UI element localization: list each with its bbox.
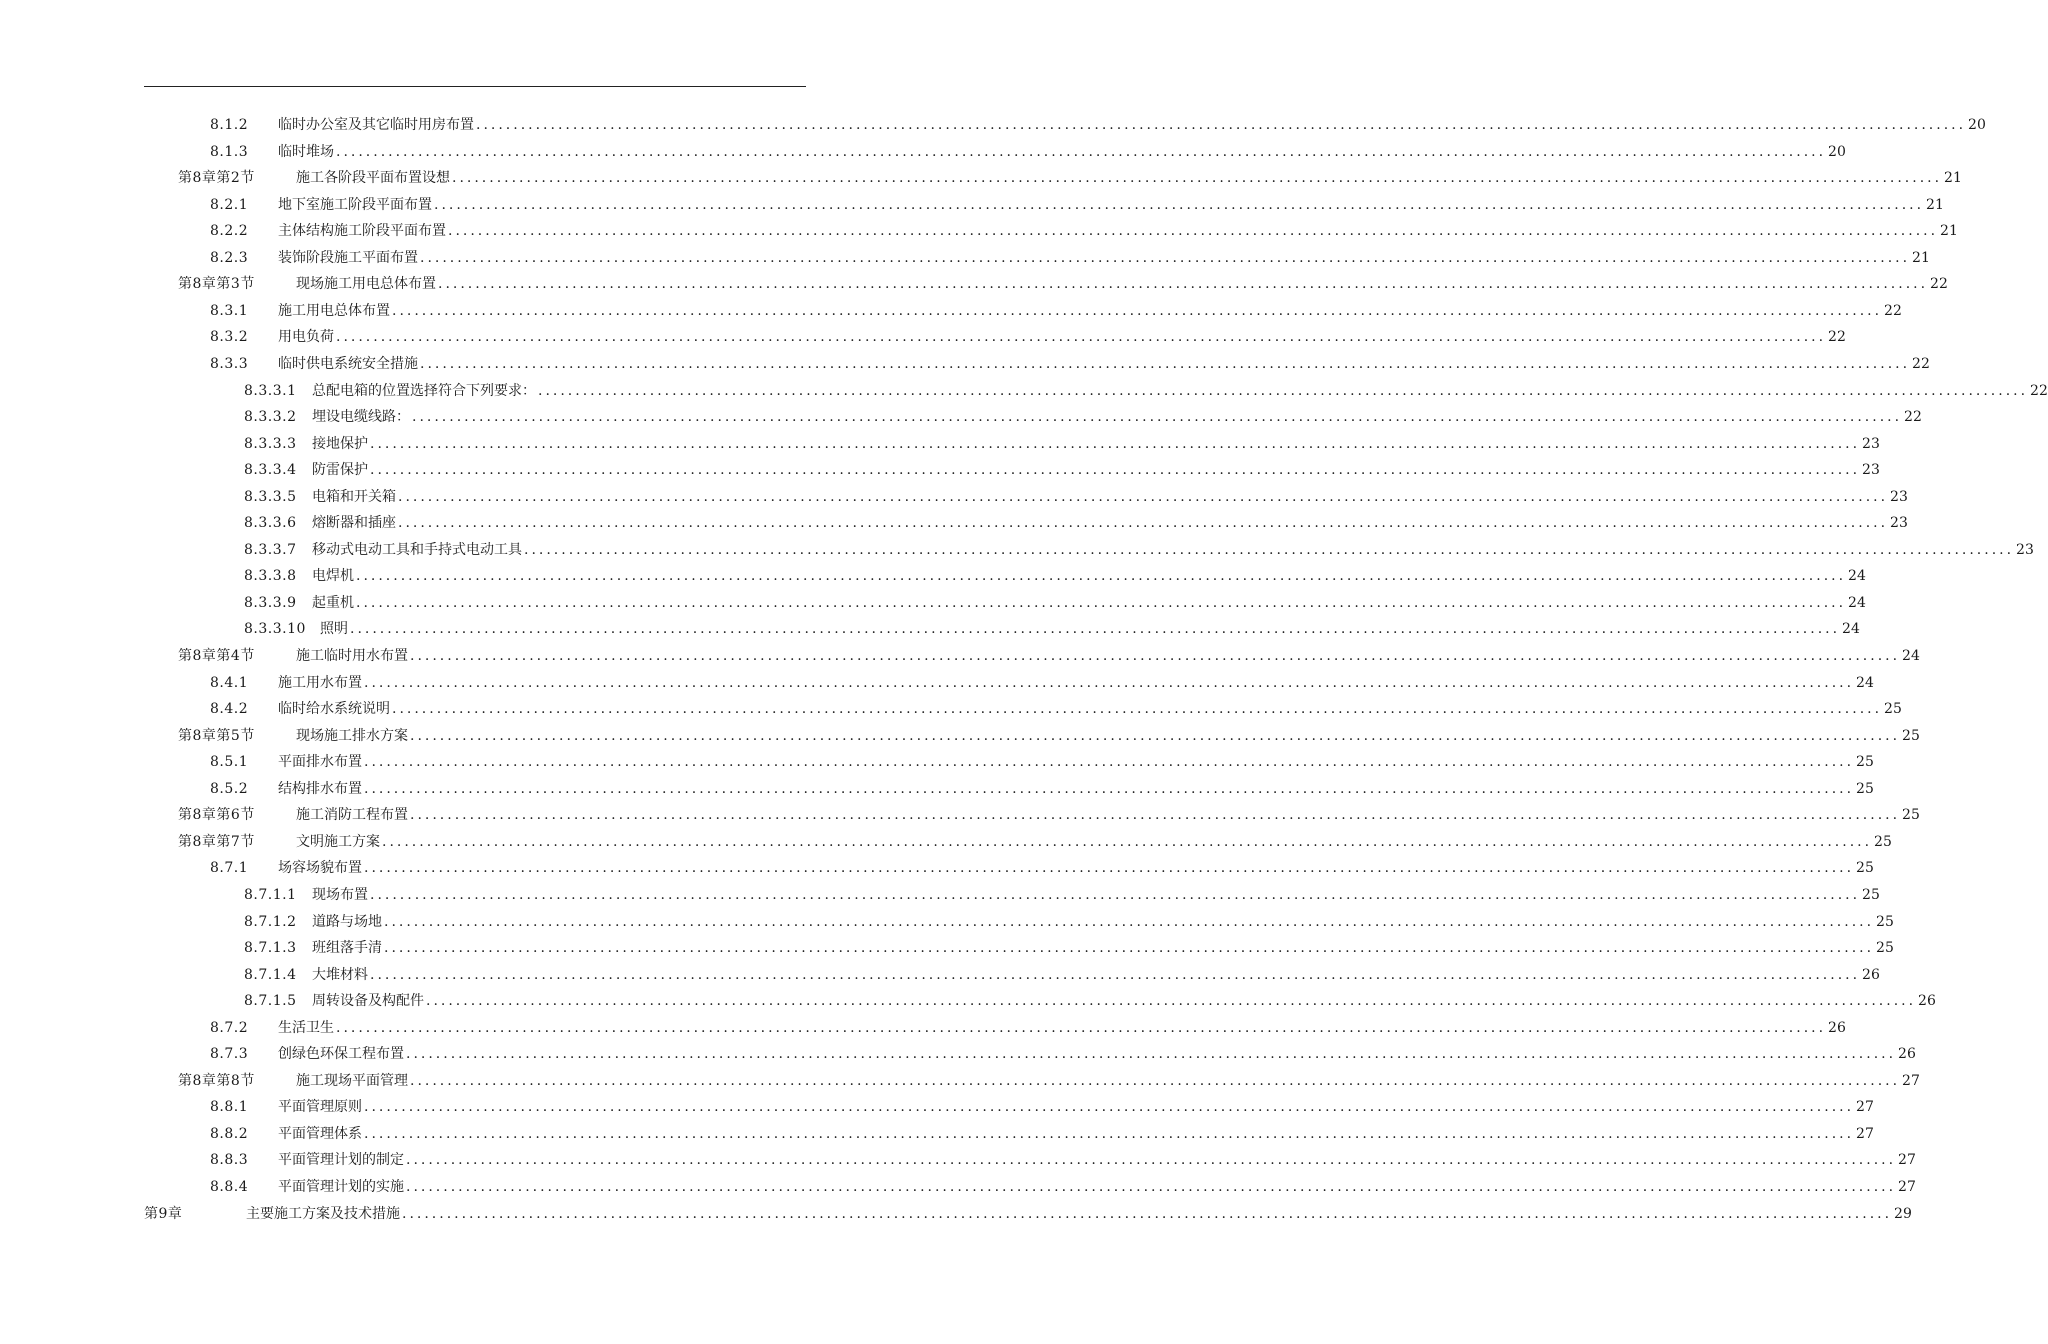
toc-entry-title: 班组落手清 xyxy=(312,940,382,957)
toc-entry-page-number: 27 xyxy=(1856,1125,1874,1142)
toc-entry[interactable] xyxy=(210,248,1930,268)
toc-entry-title: 施工消防工程布置 xyxy=(296,807,408,824)
toc-entry[interactable] xyxy=(210,115,1986,135)
toc-entry-page-number: 26 xyxy=(1828,1019,1846,1036)
toc-entry-number: 第8章第5节 xyxy=(178,727,255,744)
toc-dot-leader: ........................................................................................................................................................................................................ xyxy=(412,409,1903,426)
toc-entry-number: 8.3.1 xyxy=(210,302,249,319)
toc-dot-leader: ........................................................................................................................................................................................................ xyxy=(410,648,1901,664)
toc-entry[interactable] xyxy=(178,832,1892,852)
toc-entry[interactable] xyxy=(244,460,1880,480)
toc-entry-title: 总配电箱的位置选择符合下列要求： xyxy=(312,382,536,399)
toc-dot-leader: ........................................................................................................................................................................................................ xyxy=(452,170,1943,187)
toc-entry[interactable] xyxy=(244,912,1894,932)
toc-entry-number: 8.5.1 xyxy=(210,754,249,771)
toc-entry-number: 8.3.3.8 xyxy=(244,568,297,585)
toc-entry[interactable] xyxy=(210,327,1846,347)
toc-entry-page-number: 24 xyxy=(1842,621,1860,638)
toc-entry[interactable] xyxy=(210,673,1874,693)
toc-entry-title: 接地保护 xyxy=(312,435,368,452)
toc-entry-page-number: 29 xyxy=(1894,1205,1912,1222)
toc-entry[interactable] xyxy=(210,1124,1874,1144)
toc-entry[interactable] xyxy=(244,965,1880,985)
toc-entry[interactable] xyxy=(244,487,1908,507)
toc-dot-leader: ........................................................................................................................................................................................................ xyxy=(364,860,1855,877)
toc-entry-title: 平面排水布置 xyxy=(278,754,362,771)
toc-entry[interactable] xyxy=(244,938,1894,958)
toc-entry-page-number: 25 xyxy=(1876,940,1894,957)
toc-entry-title: 埋设电缆线路： xyxy=(312,409,410,426)
toc-entry-number: 8.3.3.3 xyxy=(244,435,297,452)
toc-entry-page-number: 25 xyxy=(1884,701,1902,718)
toc-entry-number: 8.2.2 xyxy=(210,223,249,240)
toc-entry-title: 平面管理计划的实施 xyxy=(278,1179,404,1195)
toc-dot-leader: ........................................................................................................................................................................................................ xyxy=(370,462,1861,479)
toc-entry-title: 道路与场地 xyxy=(312,913,382,930)
toc-entry-number: 8.7.1.5 xyxy=(244,993,297,1010)
toc-dot-leader: ........................................................................................................................................................................................................ xyxy=(350,621,1841,638)
toc-entry[interactable] xyxy=(210,699,1902,719)
toc-dot-leader: ........................................................................................................................................................................................................ xyxy=(448,223,1939,240)
toc-entry-title: 创绿色环保工程布置 xyxy=(278,1046,404,1063)
toc-entry-title: 临时办公室及其它临时用房布置 xyxy=(278,117,474,133)
toc-entry-number: 8.3.3.6 xyxy=(244,515,297,532)
toc-entry-title: 生活卫生 xyxy=(278,1019,334,1036)
toc-dot-leader: ........................................................................................................................................................................................................ xyxy=(392,302,1883,319)
toc-dot-leader: ........................................................................................................................................................................................................ xyxy=(426,993,1917,1010)
toc-entry-page-number: 21 xyxy=(1912,249,1930,266)
toc-entry-title: 结构排水布置 xyxy=(278,780,362,797)
toc-entry[interactable] xyxy=(210,195,1944,215)
toc-entry[interactable] xyxy=(244,566,1866,586)
toc-entry[interactable] xyxy=(244,381,2048,401)
toc-entry[interactable] xyxy=(178,168,1962,188)
toc-entry-number: 8.2.3 xyxy=(210,249,249,266)
toc-dot-leader: ........................................................................................................................................................................................................ xyxy=(364,754,1855,771)
toc-entry[interactable] xyxy=(244,513,1908,533)
toc-dot-leader: ........................................................................................................................................................................................................ xyxy=(384,940,1875,957)
toc-entry-number: 第8章第2节 xyxy=(178,170,255,187)
toc-dot-leader: ........................................................................................................................................................................................................ xyxy=(438,276,1929,293)
toc-entry-number: 8.8.2 xyxy=(210,1125,249,1142)
toc-entry-page-number: 24 xyxy=(1848,568,1866,585)
toc-entry[interactable] xyxy=(244,991,1936,1011)
toc-entry[interactable] xyxy=(210,301,1902,321)
toc-entry-title: 装饰阶段施工平面布置 xyxy=(278,249,418,266)
toc-entry-number: 8.7.1.1 xyxy=(244,886,297,903)
toc-entry[interactable] xyxy=(178,1071,1920,1091)
toc-dot-leader: ........................................................................................................................................................................................................ xyxy=(420,249,1911,266)
toc-dot-leader: ........................................................................................................................................................................................................ xyxy=(538,382,2029,399)
toc-entry-number: 8.8.3 xyxy=(210,1152,249,1169)
toc-dot-leader: ........................................................................................................................................................................................................ xyxy=(356,594,1847,611)
toc-entry-page-number: 26 xyxy=(1898,1046,1916,1063)
toc-entry-title: 主体结构施工阶段平面布置 xyxy=(278,223,446,240)
toc-entry-page-number: 26 xyxy=(1862,966,1880,983)
toc-entry-page-number: 22 xyxy=(1828,329,1846,346)
toc-entry-page-number: 22 xyxy=(1904,409,1922,426)
toc-entry-page-number: 21 xyxy=(1940,223,1958,240)
toc-entry-page-number: 24 xyxy=(1856,674,1874,691)
toc-entry-page-number: 27 xyxy=(1856,1099,1874,1116)
toc-entry-page-number: 22 xyxy=(1930,276,1948,293)
toc-dot-leader: ........................................................................................................................................................................................................ xyxy=(406,1179,1897,1195)
toc-entry[interactable] xyxy=(244,619,1860,639)
toc-entry[interactable] xyxy=(244,407,1922,427)
toc-dot-leader: ........................................................................................................................................................................................................ xyxy=(364,674,1855,691)
toc-dot-leader: ........................................................................................................................................................................................................ xyxy=(370,886,1861,903)
toc-entry-title: 电箱和开关箱 xyxy=(312,488,396,505)
toc-entry-title: 临时给水系统说明 xyxy=(278,701,390,718)
toc-entry-title: 地下室施工阶段平面布置 xyxy=(278,196,432,213)
toc-entry-page-number: 25 xyxy=(1902,727,1920,744)
toc-entry-number: 8.3.3.2 xyxy=(244,409,297,426)
toc-entry-title: 施工用水布置 xyxy=(278,674,362,691)
toc-entry-title: 现场布置 xyxy=(312,886,368,903)
toc-dot-leader: ........................................................................................................................................................................................................ xyxy=(370,435,1861,452)
toc-entry[interactable] xyxy=(244,885,1880,905)
toc-entry[interactable] xyxy=(210,1044,1916,1064)
toc-dot-leader: ........................................................................................................................................................................................................ xyxy=(336,329,1827,346)
toc-entry-page-number: 21 xyxy=(1944,170,1962,187)
header-rule xyxy=(144,86,806,87)
toc-entry-title: 文明施工方案 xyxy=(296,833,380,850)
toc-entry-number: 第8章第7节 xyxy=(178,833,255,850)
toc-entry-page-number: 25 xyxy=(1876,913,1894,930)
toc-entry[interactable] xyxy=(178,726,1920,746)
toc-entry-title: 平面管理原则 xyxy=(278,1099,362,1116)
toc-dot-leader: ........................................................................................................................................................................................................ xyxy=(364,1099,1855,1116)
toc-entry-number: 第9章 xyxy=(144,1205,183,1222)
toc-entry-number: 8.3.2 xyxy=(210,329,249,346)
toc-entry-number: 8.3.3.7 xyxy=(244,541,297,558)
toc-entry-title: 周转设备及构配件 xyxy=(312,993,424,1010)
toc-entry[interactable] xyxy=(210,858,1874,878)
toc-entry[interactable] xyxy=(244,540,2034,560)
toc-dot-leader: ........................................................................................................................................................................................................ xyxy=(364,780,1855,797)
toc-entry-page-number: 25 xyxy=(1856,780,1874,797)
toc-entry[interactable] xyxy=(178,805,1920,825)
toc-entry-number: 8.3.3 xyxy=(210,355,249,372)
toc-dot-leader: ........................................................................................................................................................................................................ xyxy=(410,807,1901,824)
toc-entry[interactable] xyxy=(210,779,1874,799)
toc-dot-leader: ........................................................................................................................................................................................................ xyxy=(406,1152,1897,1169)
toc-entry-title: 起重机 xyxy=(312,594,354,611)
toc-entry-page-number: 27 xyxy=(1902,1072,1920,1089)
toc-entry-number: 8.2.1 xyxy=(210,196,249,213)
toc-entry[interactable] xyxy=(210,1097,1874,1117)
toc-entry-number: 8.1.2 xyxy=(210,117,249,133)
toc-dot-leader: ........................................................................................................................................................................................................ xyxy=(336,143,1827,160)
toc-entry[interactable] xyxy=(210,354,1930,374)
toc-entry-number: 8.3.3.1 xyxy=(244,382,297,399)
toc-entry-title: 大堆材料 xyxy=(312,966,368,983)
toc-entry-page-number: 23 xyxy=(1890,488,1908,505)
toc-entry-page-number: 23 xyxy=(1862,435,1880,452)
toc-entry-page-number: 20 xyxy=(1968,117,1986,133)
toc-entry-page-number: 25 xyxy=(1856,860,1874,877)
toc-entry-title: 用电负荷 xyxy=(278,329,334,346)
toc-entry-page-number: 20 xyxy=(1828,143,1846,160)
toc-entry[interactable] xyxy=(210,1150,1916,1170)
toc-entry-page-number: 25 xyxy=(1902,807,1920,824)
toc-dot-leader: ........................................................................................................................................................................................................ xyxy=(356,568,1847,585)
toc-entry-title: 临时供电系统安全措施 xyxy=(278,355,418,372)
toc-entry-number: 8.8.4 xyxy=(210,1179,249,1195)
toc-dot-leader: ........................................................................................................................................................................................................ xyxy=(370,966,1861,983)
toc-entry-number: 8.3.3.4 xyxy=(244,462,297,479)
toc-entry-number: 8.3.3.5 xyxy=(244,488,297,505)
toc-entry-title: 临时堆场 xyxy=(278,143,334,160)
toc-entry-page-number: 21 xyxy=(1926,196,1944,213)
toc-dot-leader: ........................................................................................................................................................................................................ xyxy=(398,515,1889,532)
toc-dot-leader: ........................................................................................................................................................................................................ xyxy=(398,488,1889,505)
toc-entry-page-number: 22 xyxy=(2030,382,2048,399)
toc-entry-number: 8.8.1 xyxy=(210,1099,249,1116)
toc-dot-leader: ........................................................................................................................................................................................................ xyxy=(382,833,1873,850)
toc-entry-page-number: 27 xyxy=(1898,1152,1916,1169)
toc-entry-title: 电焊机 xyxy=(312,568,354,585)
toc-entry-number: 8.4.1 xyxy=(210,674,249,691)
toc-entry-number: 8.3.3.9 xyxy=(244,594,297,611)
toc-entry[interactable] xyxy=(210,752,1874,772)
toc-entry-page-number: 23 xyxy=(1862,462,1880,479)
toc-entry-title: 现场施工用电总体布置 xyxy=(296,276,436,293)
toc-entry-page-number: 23 xyxy=(1890,515,1908,532)
toc-dot-leader: ........................................................................................................................................................................................................ xyxy=(406,1046,1897,1063)
toc-entry-page-number: 26 xyxy=(1918,993,1936,1010)
toc-entry-title: 施工用电总体布置 xyxy=(278,302,390,319)
toc-entry-number: 8.1.3 xyxy=(210,143,249,160)
toc-entry-number: 8.7.1.4 xyxy=(244,966,297,983)
toc-entry-title: 主要施工方案及技术措施 xyxy=(246,1205,400,1222)
toc-entry-number: 第8章第6节 xyxy=(178,807,255,824)
toc-entry-page-number: 24 xyxy=(1848,594,1866,611)
toc-entry-number: 8.5.2 xyxy=(210,780,249,797)
toc-dot-leader: ........................................................................................................................................................................................................ xyxy=(410,727,1901,744)
toc-entry[interactable] xyxy=(210,221,1958,241)
toc-entry-title: 平面管理体系 xyxy=(278,1125,362,1142)
toc-dot-leader: ........................................................................................................................................................................................................ xyxy=(420,355,1911,372)
toc-dot-leader: ........................................................................................................................................................................................................ xyxy=(384,913,1875,930)
toc-entry[interactable] xyxy=(244,434,1880,454)
toc-entry-title: 现场施工排水方案 xyxy=(296,727,408,744)
toc-dot-leader: ........................................................................................................................................................................................................ xyxy=(402,1205,1893,1222)
toc-entry-title: 熔断器和插座 xyxy=(312,515,396,532)
toc-dot-leader: ........................................................................................................................................................................................................ xyxy=(392,701,1883,718)
toc-entry-number: 8.7.1 xyxy=(210,860,249,877)
toc-entry-title: 施工现场平面管理 xyxy=(296,1072,408,1089)
toc-entry[interactable] xyxy=(244,593,1866,613)
toc-entry-title: 防雷保护 xyxy=(312,462,368,479)
toc-dot-leader: ........................................................................................................................................................................................................ xyxy=(476,117,1967,133)
toc-entry-page-number: 24 xyxy=(1902,648,1920,664)
toc-entry-number: 8.7.1.2 xyxy=(244,913,297,930)
toc-entry-page-number: 25 xyxy=(1856,754,1874,771)
toc-entry[interactable] xyxy=(210,1018,1846,1038)
toc-dot-leader: ........................................................................................................................................................................................................ xyxy=(434,196,1925,213)
toc-entry[interactable] xyxy=(210,142,1846,162)
toc-entry-page-number: 22 xyxy=(1912,355,1930,372)
toc-entry-title: 移动式电动工具和手持式电动工具 xyxy=(312,541,522,558)
toc-entry-title: 平面管理计划的制定 xyxy=(278,1152,404,1169)
toc-entry-title: 照明 xyxy=(320,621,348,638)
toc-dot-leader: ........................................................................................................................................................................................................ xyxy=(336,1019,1827,1036)
toc-entry-title: 场容场貌布置 xyxy=(278,860,362,877)
toc-entry[interactable] xyxy=(178,646,1920,666)
toc-dot-leader: ........................................................................................................................................................................................................ xyxy=(410,1072,1901,1089)
toc-entry-title: 施工各阶段平面布置设想 xyxy=(296,170,450,187)
toc-entry-page-number: 22 xyxy=(1884,302,1902,319)
toc-entry-number: 第8章第4节 xyxy=(178,648,255,664)
toc-entry-number: 8.4.2 xyxy=(210,701,249,718)
toc-dot-leader: ........................................................................................................................................................................................................ xyxy=(364,1125,1855,1142)
toc-entry-number: 8.7.2 xyxy=(210,1019,249,1036)
toc-dot-leader: ........................................................................................................................................................................................................ xyxy=(524,541,2015,558)
toc-entry-number: 第8章第3节 xyxy=(178,276,255,293)
toc-entry-page-number: 25 xyxy=(1874,833,1892,850)
toc-entry[interactable] xyxy=(178,274,1948,294)
toc-entry-number: 8.3.3.10 xyxy=(244,621,306,638)
toc-entry-number: 第8章第8节 xyxy=(178,1072,255,1089)
toc-entry-number: 8.7.1.3 xyxy=(244,940,297,957)
toc-entry[interactable] xyxy=(210,1177,1916,1197)
toc-entry-title: 施工临时用水布置 xyxy=(296,648,408,664)
toc-entry-page-number: 27 xyxy=(1898,1179,1916,1195)
toc-entry-page-number: 23 xyxy=(2016,541,2034,558)
toc-entry-page-number: 25 xyxy=(1862,886,1880,903)
toc-entry-number: 8.7.3 xyxy=(210,1046,249,1063)
toc-entry[interactable] xyxy=(144,1204,1912,1224)
